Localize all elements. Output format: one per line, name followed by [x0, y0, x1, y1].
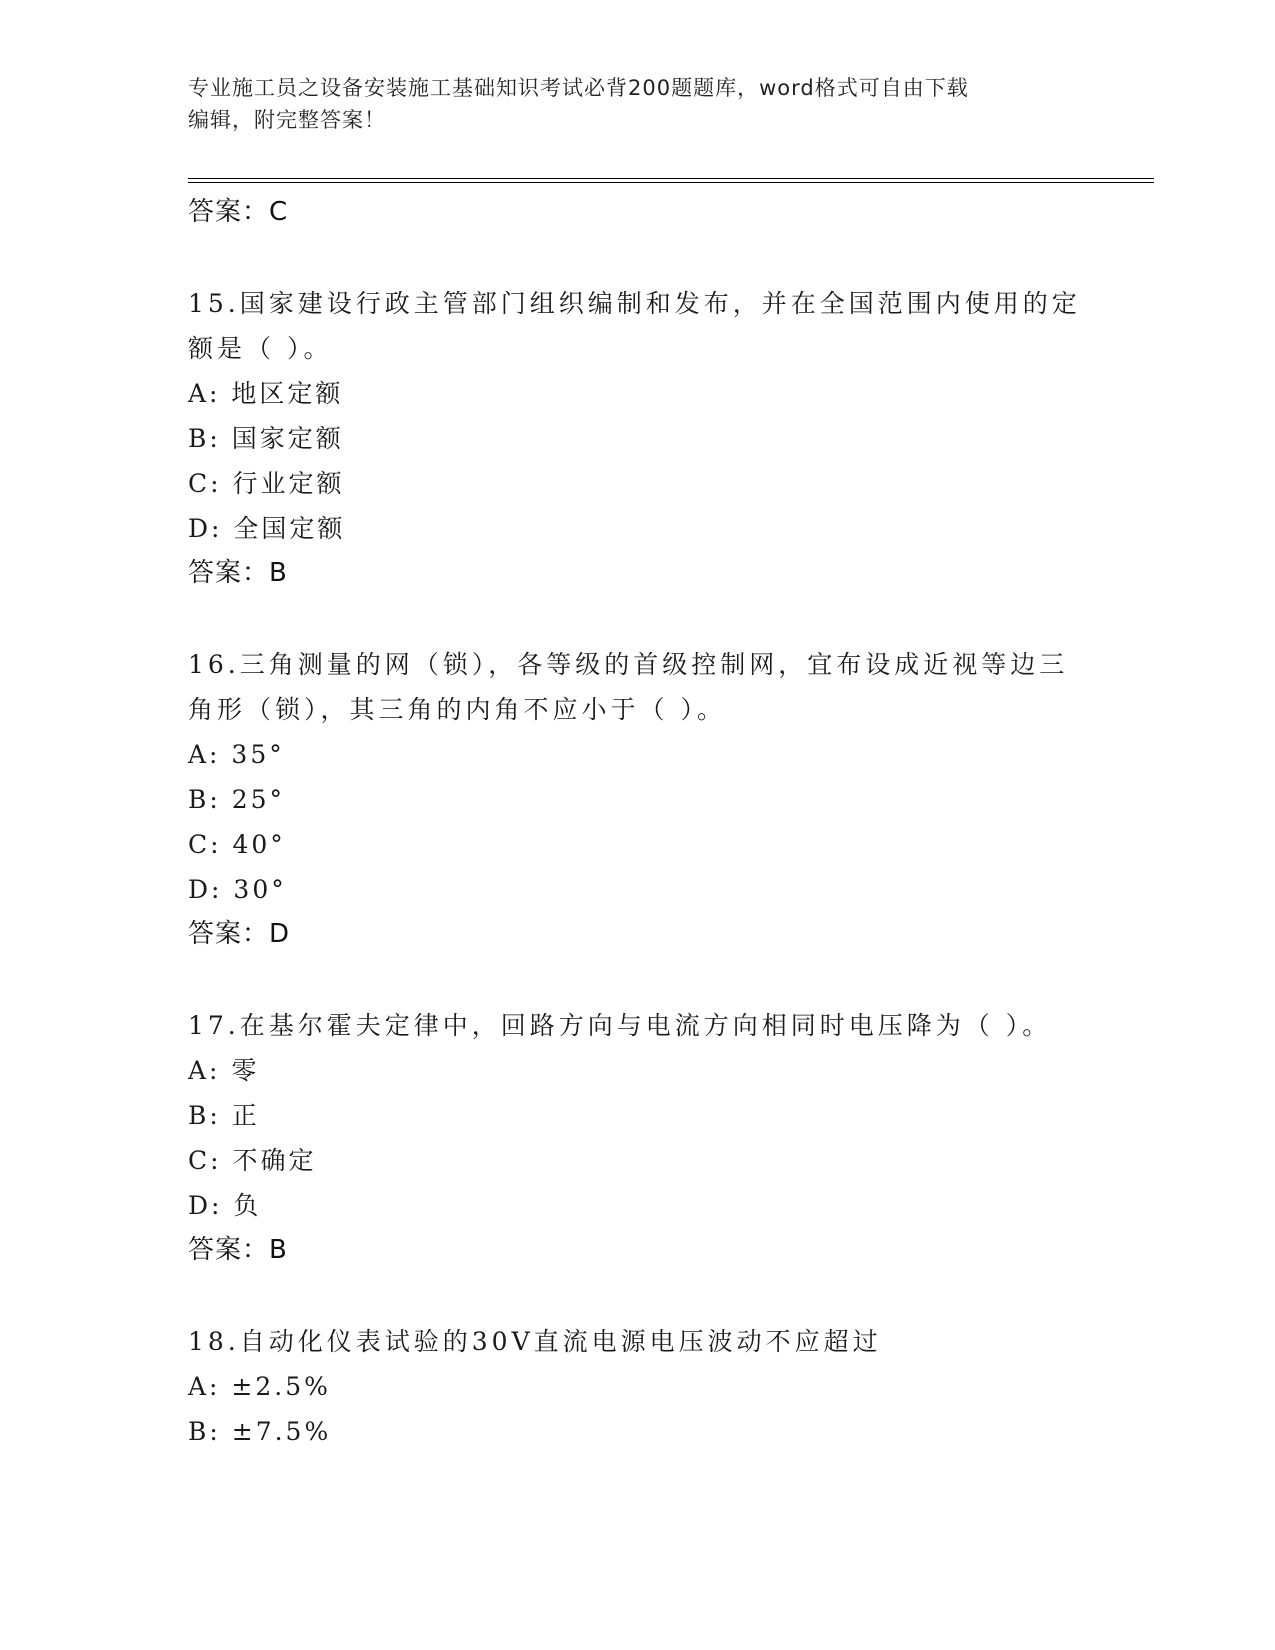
question-17: [188, 1003, 1088, 1273]
question-text: 18.自动化仪表试验的30V直流电源电压波动不应超过: [188, 1327, 882, 1356]
question-text: 17.在基尔霍夫定律中，回路方向与电流方向相同时电压降为（ ）。: [188, 1011, 1052, 1040]
header-title-line1: 专业施工员之设备安装施工基础知识考试必背200题题库，word格式可自由下载: [188, 76, 969, 100]
answer: 答案：B: [188, 1235, 288, 1265]
question-text: 15.国家建设行政主管部门组织编制和发布，并在全国范围内使用的定: [188, 289, 1081, 318]
option-d: D: 30°: [188, 875, 287, 904]
option-b: B: 25°: [188, 785, 286, 814]
option-c: C: 行业定额: [188, 469, 345, 498]
header-title-line2: 编辑，附完整答案！: [188, 108, 386, 132]
question-15: [188, 281, 1088, 596]
option-b: B: ±7.5%: [188, 1417, 332, 1446]
question-text: 16.三角测量的网（锁），各等级的首级控制网，宜布设成近视等边三: [188, 650, 1069, 679]
option-a: A: 35°: [188, 740, 285, 769]
header-divider-top: [188, 178, 1154, 179]
question-list: [188, 190, 1088, 1454]
option-c: C: 40°: [188, 830, 286, 859]
option-a: A: ±2.5%: [188, 1372, 331, 1401]
question-text-continued: 额是（ ）。: [188, 334, 333, 363]
option-b: B: 正: [188, 1101, 260, 1130]
answer: 答案：B: [188, 558, 288, 588]
option-a: A: 零: [188, 1056, 260, 1085]
option-c: C: 不确定: [188, 1146, 317, 1175]
answer: 答案：D: [188, 919, 291, 949]
document-header: [188, 72, 1068, 136]
option-d: D: 负: [188, 1191, 262, 1220]
previous-answer: 答案：C: [188, 197, 289, 227]
question-16: [188, 642, 1088, 957]
option-a: A: 地区定额: [188, 379, 344, 408]
option-b: B: 国家定额: [188, 424, 344, 453]
question-text-continued: 角形（锁），其三角的内角不应小于（ ）。: [188, 695, 726, 724]
question-18: [188, 1319, 1088, 1454]
header-divider-bottom: [188, 182, 1154, 183]
option-d: D: 全国定额: [188, 514, 346, 543]
